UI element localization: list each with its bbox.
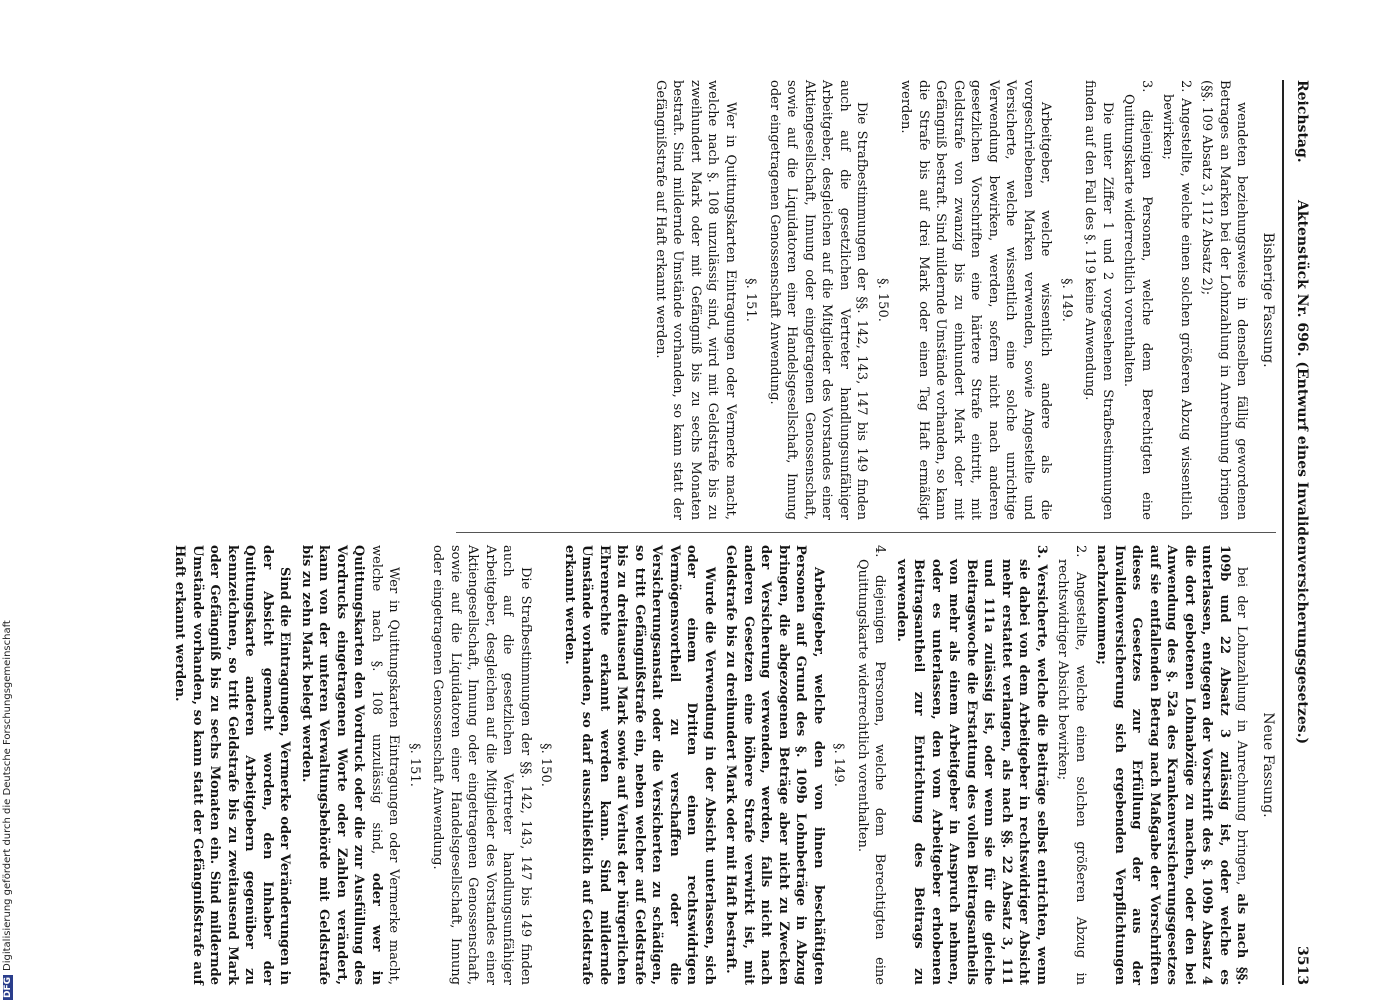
left-s151-heading: §. 151. bbox=[743, 278, 759, 322]
left-item-3: 3. diejenigen Personen, welche dem Berechtigten eine Quittungskarte widerrechtlich vorenthalten. bbox=[1121, 80, 1154, 520]
right-s150-heading: §. 150. bbox=[538, 743, 554, 787]
right-intro bbox=[1093, 545, 1251, 985]
right-intro-bold: als nach §§. 109b und 22 Absatz 3 zulässig ist, oder welche es unterlassen, entgegen der Vorschrift des §. 109b Absatz 4 die dort gebotenen Lohnabzüge zu machen, oder den bei Anwendung des §. 52a des Krankenversicherungsgesetzes auf sie entfallenden Betrag nach Maßgabe der Vorschriften dieses Gesetzes zur Erfüllung der aus der Invalidenversicherung sich ergebenden Verpflichtungen nachzukommen; bbox=[1094, 545, 1250, 985]
right-s149-text-2: Wurde die Verwendung in der Absicht unterlassen, sich oder einem Dritten einen rechtswidrigen Vermögensvortheil zu verschaffen oder die Versicherungsanstalt oder die Versicherten zu schädigen, so tritt Gefängnißstrafe ein, neben welcher auf Geldstrafe bis zu dreitausend Mark sowie auf Verlust der bürgerlichen Ehrenrechte erkannt werden kann. Sind mildernde Umstände vorhanden, so darf ausschließlich auf Geldstrafe erkannt werden. bbox=[562, 545, 717, 985]
left-s149-text: Arbeitgeber, welche wissentlich andere als die vorgeschriebenen Marken verwenden, sowie Angestellte und Versicherte, welche wissentlich eine solche unrichtige Verwendung bewirken, werden, sofern nicht nach anderen gesetzlichen Vorschriften eine härtere Strafe eintritt, mit Geldstrafe von zwanzig bis zu einhundert Mark oder mit Gefängniß bestraft. Sind mildernde Umstände vorhanden, so kann die Strafe bis auf drei Mark oder einen Tag Haft ermäßigt werden. bbox=[898, 80, 1054, 520]
page-number: 3513 bbox=[1294, 946, 1310, 985]
document-page bbox=[90, 80, 1310, 985]
right-column-title: Neue Fassung. bbox=[1260, 712, 1276, 818]
left-item-2: 2. Angestellte, welche einen solchen größeren Abzug wissentlich bewirken; bbox=[1160, 80, 1193, 520]
right-item-4: 4. diejenigen Personen, welche dem Berechtigten eine Quittungskarte widerrechtlich vorenthalten. bbox=[855, 545, 888, 985]
column-divider bbox=[456, 532, 1276, 533]
right-s149-heading: §. 149. bbox=[831, 743, 847, 787]
right-column bbox=[167, 545, 1276, 985]
right-s151-text bbox=[298, 545, 403, 985]
left-s150-heading: §. 150. bbox=[875, 278, 890, 322]
right-s149-text: Arbeitgeber, welche den von ihnen beschäftigten Personen auf Grund des §. 109b Lohnbeträge in Abzug bringen, die abgezogenen Beträge aber nicht zu Zwecken der Versicherung verwenden, werden, falls nicht nach anderen Gesetzen eine höhere Strafe verwirkt ist, mit Geldstrafe bis zu dreihundert Mark oder mit Haft bestraft. bbox=[723, 545, 826, 985]
left-s149-heading: §. 149. bbox=[1059, 278, 1074, 322]
right-s150-text: Die Strafbestimmungen der §§. 142, 143, 147 bis 149 finden auch auf die gesetzlichen Vertreter handlungsunfähiger Arbeitgeber, desgleichen auf die Mitglieder des Vorstandes einer Aktiengesellschaft, Innung oder eingetragenen Genossenschaft, sowie auf die Liquidatoren einer Handelsgesellschaft, Innung oder eingetragenen Genossenschaft Anwendung. bbox=[430, 545, 533, 985]
left-item-3-tail: Die unter Ziffer 1 und 2 vorgesehenen Strafbestimmungen finden auf den Fall des §. 119 keine Anwendung. bbox=[1082, 80, 1115, 520]
left-column-title: Bisherige Fassung. bbox=[1260, 232, 1276, 368]
digitization-text: Digitalisierung gefördert durch die Deutsche Forschungsgemeinschaft bbox=[2, 620, 13, 971]
right-item-3: 3. Versicherte, welche die Beiträge selbst entrichten, wenn sie dabei von dem Arbeitgeber in rechtswidriger Absicht mehr erstattet verlangen, als nach §§. 22 Absatz 3, 111 und 111a zulässig ist, oder wenn sie für die gleiche Beitragswoche die Erstattung des vollen Beitragsantheils von mehr als einem Arbeitgeber in Anspruch nehmen, oder es unterlassen, den vom Arbeitgeber erhobenen Beitragsantheil zur Entrichtung des Beitrags zu verwenden. bbox=[894, 545, 1049, 985]
header-rule bbox=[1282, 80, 1284, 985]
left-column bbox=[648, 80, 1277, 520]
right-s151-bold: oder wer in Quittungskarten den Vordruck oder die zur Ausfüllung des Vordrucks eingetragenen Worte oder Zahlen verändert, kann von der unteren Verwaltungsbehörde mit Geldstrafe bis zu zehn Mark belegt werden. bbox=[299, 545, 384, 985]
right-intro-plain: bei der Lohnzahlung in Anrechnung bringen, bbox=[1234, 567, 1250, 894]
left-s151-text: Wer in Quittungskarten Eintragungen oder Vermerke macht, welche nach §. 108 unzulässig sind, wird mit Geldstrafe bis zu zweihundert Mark oder mit Gefängniß bis zu sechs Monaten bestraft. Sind mildernde Umstände vorhanden, so kann statt der Gefängnißstrafe auf Haft erkannt werden. bbox=[653, 80, 738, 520]
header-left: Reichstag. bbox=[1294, 80, 1310, 163]
right-s151-heading: §. 151. bbox=[407, 743, 422, 787]
digitization-note bbox=[2, 620, 13, 1000]
right-s151-plain: Wer in Quittungskarten Eintragungen oder Vermerke macht, welche nach §. 108 unzulässig sind, bbox=[369, 545, 402, 985]
dfg-logo: DFG bbox=[3, 976, 13, 998]
left-s150-text: Die Strafbestimmungen der §§. 142, 143, 147 bis 149 finden auch auf die gesetzlichen Vertreter handlungsunfähiger Arbeitgeber, desgleichen auf die Mitglieder des Vorstandes einer Aktiengesellschaft, Innung oder eingetragenen Genossenschaft, sowie auf die Liquidatoren einer Handelsgesellschaft, Innung oder eingetragenen Genossenschaft Anwendung. bbox=[767, 80, 870, 520]
header-title: Aktenstück Nr. 696. (Entwurf eines Invalidenversicherungsgesetzes.) bbox=[1294, 200, 1310, 745]
right-item-2: 2. Angestellte, welche einen solchen größeren Abzug in rechtswidriger Absicht bewirken; bbox=[1055, 545, 1088, 985]
left-intro: wendeten beziehungsweise in denselben fällig gewordenen Betrages an Marken bei der Lohnzahlung in Anrechnung bringen (§§. 109 Absatz 3, 112 Absatz 2); bbox=[1199, 80, 1250, 520]
right-s151-text-2: Sind die Eintragungen, Vermerke oder Veränderungen in der Absicht gemacht worden, den Inhaber der Quittungskarte anderen Arbeitgebern gegenüber zu kennzeichnen, so tritt Geldstrafe bis zu zweitausend Mark oder Gefängniß bis zu sechs Monaten ein. Sind mildernde Umstände vorhanden, so kann statt der Gefängnißstrafe auf Haft erkannt werden. bbox=[172, 545, 293, 985]
page-header bbox=[1286, 80, 1310, 985]
